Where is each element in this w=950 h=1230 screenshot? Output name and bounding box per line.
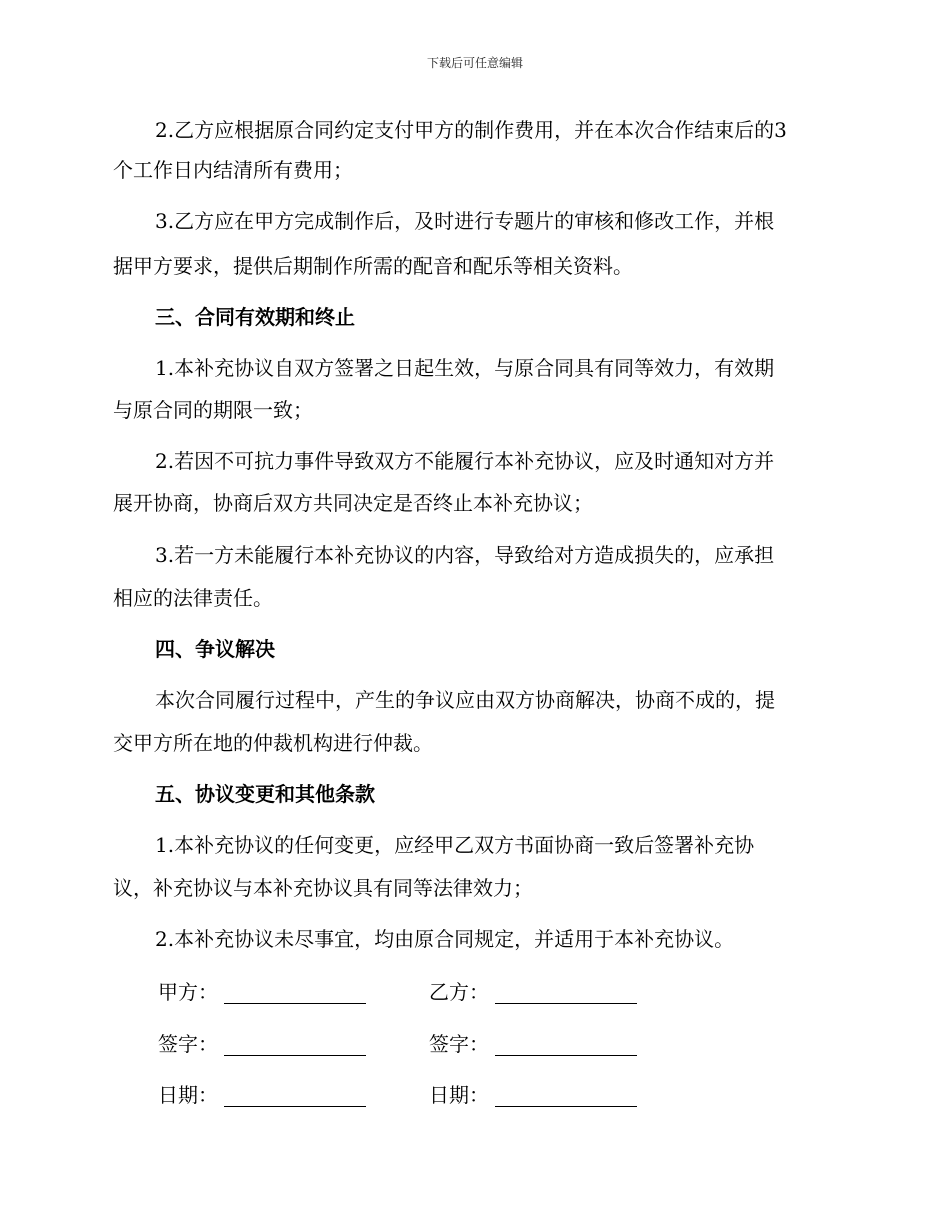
paragraph-line: 2.乙方应根据原合同约定支付甲方的制作费用，并在本次合作结束后的3: [155, 118, 787, 142]
section-heading: 三、合同有效期和终止: [155, 305, 355, 329]
signature-row: [158, 1032, 489, 1056]
party-b-field: [429, 1083, 637, 1107]
paragraph-line: 1.本补充协议自双方签署之日起生效，与原合同具有同等效力，有效期: [155, 356, 775, 380]
field-label: 签字：: [429, 1032, 489, 1056]
party-a-field: [158, 1032, 366, 1056]
paragraph-line: 相应的法律责任。: [113, 586, 273, 610]
signature-row: [158, 1083, 489, 1107]
party-b-field: [429, 1032, 637, 1056]
field-label: 日期：: [429, 1083, 489, 1107]
paragraph-line: 1.本补充协议的任何变更，应经甲乙双方书面协商一致后签署补充协: [155, 833, 755, 857]
section-heading: 四、争议解决: [155, 637, 275, 661]
paragraph-line: 3.乙方应在甲方完成制作后，及时进行专题片的审核和修改工作，并根: [155, 209, 775, 233]
blank-line[interactable]: [224, 1088, 366, 1107]
paragraph-line: 本次合同履行过程中，产生的争议应由双方协商解决，协商不成的，提: [155, 688, 775, 712]
paragraph-line: 与原合同的期限一致；: [113, 398, 313, 422]
field-label: 甲方：: [158, 980, 218, 1004]
signature-row: [158, 980, 489, 1004]
blank-line[interactable]: [224, 1037, 366, 1056]
blank-line[interactable]: [495, 1088, 637, 1107]
paragraph-line: 据甲方要求，提供后期制作所需的配音和配乐等相关资料。: [113, 254, 633, 278]
blank-line[interactable]: [495, 1037, 637, 1056]
party-a-field: [158, 980, 366, 1004]
field-label: 日期：: [158, 1083, 218, 1107]
paragraph-line: 个工作日内结清所有费用；: [113, 158, 353, 182]
field-label: 签字：: [158, 1032, 218, 1056]
paragraph-line: 2.本补充协议未尽事宜，均由原合同规定，并适用于本补充协议。: [155, 927, 735, 951]
blank-line[interactable]: [495, 985, 637, 1004]
party-b-field: [429, 980, 637, 1004]
party-a-field: [158, 1083, 366, 1107]
page-header: 下载后可任意编辑: [426, 56, 523, 70]
section-heading: 五、协议变更和其他条款: [155, 782, 375, 806]
paragraph-line: 3.若一方未能履行本补充协议的内容，导致给对方造成损失的，应承担: [155, 543, 775, 567]
paragraph-line: 议，补充协议与本补充协议具有同等法律效力；: [113, 876, 533, 900]
paragraph-line: 交甲方所在地的仲裁机构进行仲裁。: [113, 731, 433, 755]
field-label: 乙方：: [429, 980, 489, 1004]
blank-line[interactable]: [224, 985, 366, 1004]
paragraph-line: 2.若因不可抗力事件导致双方不能履行本补充协议，应及时通知对方并: [155, 449, 775, 473]
paragraph-line: 展开协商，协商后双方共同决定是否终止本补充协议；: [113, 491, 593, 515]
